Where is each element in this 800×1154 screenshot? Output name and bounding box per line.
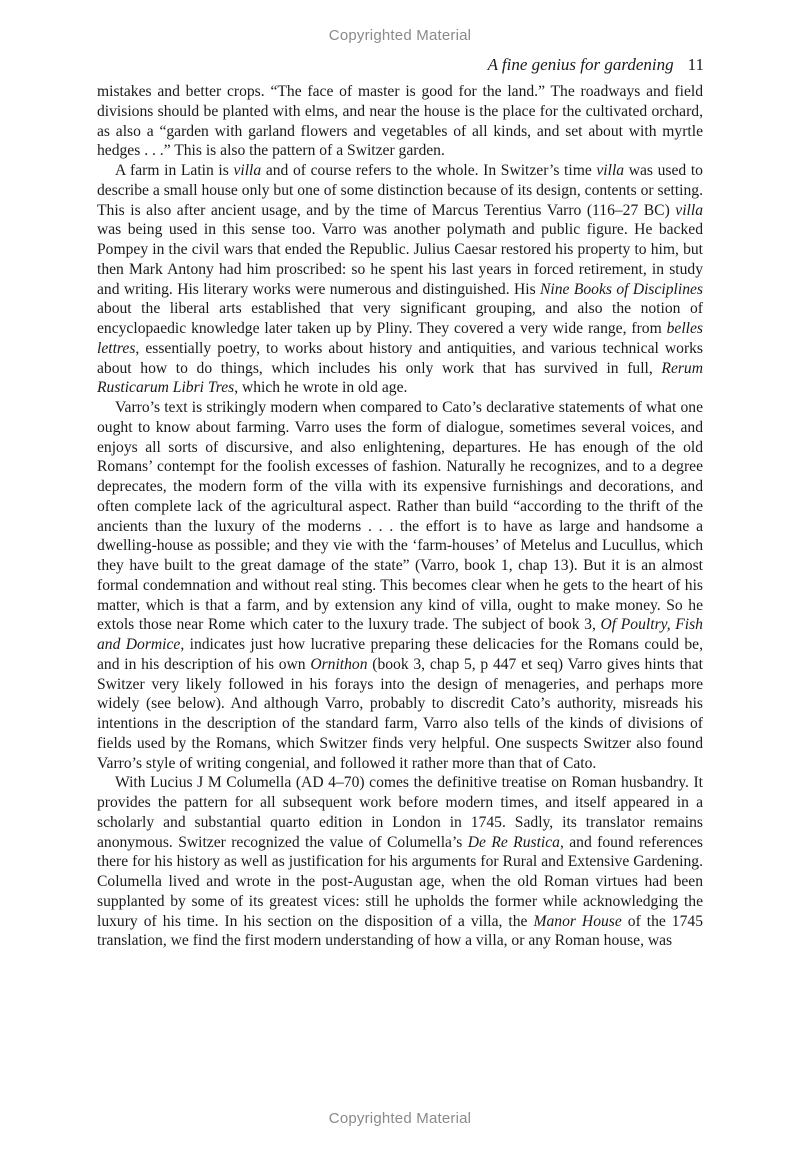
text-run: about the liberal arts established that very significant grouping, and also the notion of encyclopaedic knowledge later taken up by Pliny. They covered a very wide range, from xyxy=(97,300,703,337)
text-run: (book 3, chap 5, p 447 et seq) Varro gives hints that Switzer very likely followed in his forays into the design of menageries, and perhaps more widely (see below). And although Varro, probably to discredit Cato’s authority, misreads his intentions in the description of the standard farm, Varro also tells of the kinds of divisions of fields used by the Romans, which Switzer finds very helpful. One suspects Switzer also found Varro’s style of writing congenial, and followed it rather more than that of Cato. xyxy=(97,655,703,772)
italic-run: Manor House xyxy=(533,912,622,930)
text-run: A farm in Latin is xyxy=(115,162,234,179)
running-head xyxy=(488,55,704,75)
running-head-title: A fine genius for gardening xyxy=(487,55,674,74)
page-number: 11 xyxy=(687,55,704,74)
copyright-watermark-top: Copyrighted Material xyxy=(328,27,472,44)
copyright-watermark-bottom: Copyrighted Material xyxy=(328,1110,472,1127)
italic-run: De Re Rustica xyxy=(467,833,560,851)
text-run: was being used in this sense too. Varro was another polymath and public figure. He backed Pompey in the civil wars that ended the Republic. Julius Caesar restored his property to him, but then Mark Antony had him proscribed: so he spent his last years in forced retirement, in study and writing. His literary works were numerous and distinguished. His xyxy=(97,221,703,298)
italic-run: villa xyxy=(596,162,625,179)
text-run: of the 1745 translation, we find the first modern understanding of how a villa, or any Roman house, was xyxy=(97,912,703,950)
italic-run: villa xyxy=(233,162,262,179)
text-run: , indicates just how lucrative preparing these delicacies for the Romans could be, and in his description of his own xyxy=(97,636,703,673)
text-run: mistakes and better crops. “The face of master is good for the land.” The roadways and field divisions should be planted with elms, and near the house is the place for the cultivated orchard, as also a “garden with garland flowers and vegetables of all kinds, and set about with myrtle hedges . . .” This is also the pattern of a Switzer garden. xyxy=(97,83,703,160)
italic-run: belles lettres xyxy=(97,320,703,357)
paragraph xyxy=(97,773,703,951)
italic-run: Nine Books of Disciplines xyxy=(540,280,703,298)
italic-run: Rerum Rusticarum Libri Tres xyxy=(97,359,703,397)
text-run: , essentially poetry, to works about history and antiquities, and various technical works about how to do things, which includes his only work that has survived in full, xyxy=(97,339,703,377)
text-run: With Lucius J M Columella (AD 4–70) comes the definitive treatise on Roman husbandry. It provides the pattern for all subsequent work before modern times, and itself appeared in a scholarly and substantial quarto edition in London in 1745. Sadly, its translator remains anonymous. Switzer recognized the value of Columella’s xyxy=(97,774,703,851)
paragraph xyxy=(97,398,703,773)
text-run: , and found references there for his history as well as justification for his arguments for Rural and Extensive Gardening. Columella lived and wrote in the post-Augustan age, when the old Roman virtues had been supplanted by some of its greatest vices: still he upholds the former while acknowledging the luxury of his time. In his section on the disposition of a villa, the xyxy=(97,833,703,930)
text-run: , which he wrote in old age. xyxy=(234,379,408,397)
paragraph xyxy=(97,161,703,398)
text-run: Varro’s text is strikingly modern when compared to Cato’s declarative statements of what one ought to know about farming. Varro uses the form of dialogue, sometimes several voices, and enjoys all sorts of discursive, and also enlightening, departures. He has enough of the old Romans’ contempt for the foolish excesses of fashion. Naturally he recognizes, and to a degree deprecates, the modern form of the villa with its expensive furnishings and decorations, and often complete lack of the agricultural aspect. Rather than build “according to the thrift of the ancients than the luxury of the moderns . . . the effort is to have as large and handsome a dwelling-house as possible; and they vie with the ‘farm-houses’ of Metelus and Lucullus, which they have built to the great damage of the state” (Varro, book 1, chap 13). But it is an almost formal condemnation and without real sting. This becomes clear when he gets to the heart of his matter, which is that a farm, and by extension any kind of villa, ought to make money. So he extols those near Rome which cater to the luxury trade. The subject of book 3, xyxy=(97,399,703,634)
text-run: and of course refers to the whole. In Switzer’s time xyxy=(261,162,597,179)
italic-run: villa xyxy=(675,201,703,219)
italic-run: Ornithon xyxy=(310,655,368,673)
italic-run: Of Poultry, Fish and Dormice xyxy=(97,616,703,653)
body-text xyxy=(97,82,703,951)
text-run: was used to describe a small house only but one of some distinction because of its design, contents or setting. This is also after ancient usage, and by the time of Marcus Terentius Varro (116–27 BC) xyxy=(97,162,703,219)
paragraph xyxy=(97,82,703,161)
